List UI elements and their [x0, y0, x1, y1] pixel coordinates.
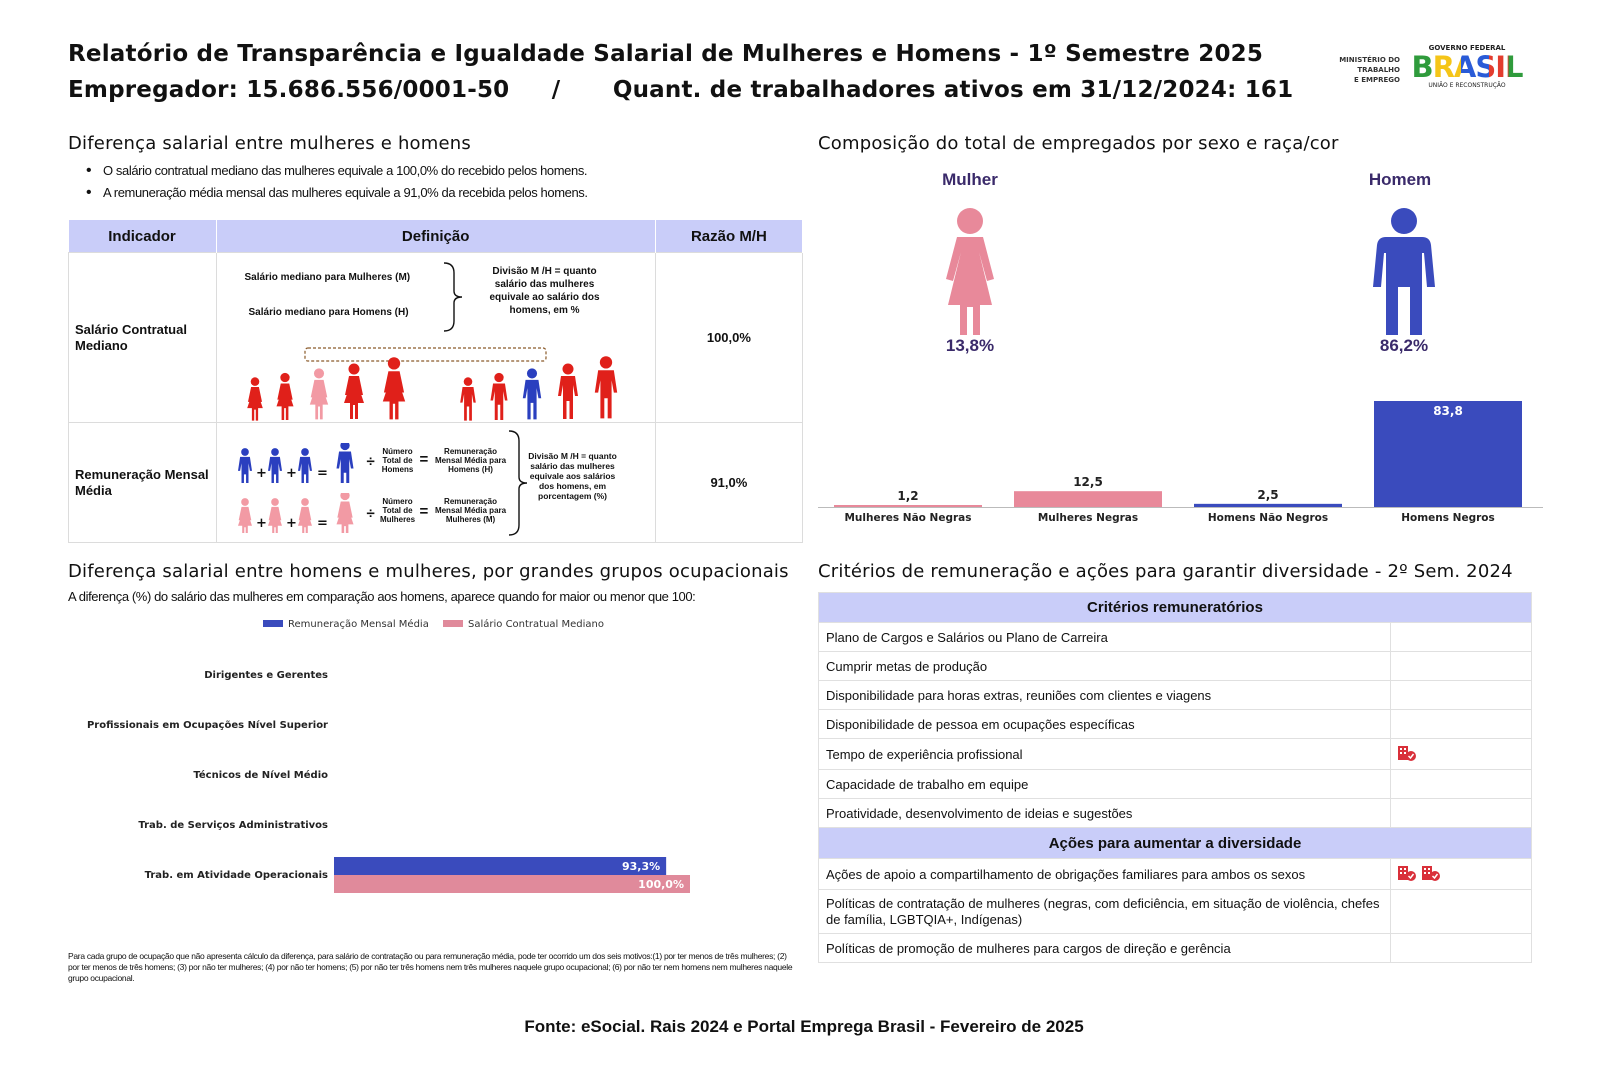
ministry-logo-line: E EMPREGO — [1354, 76, 1400, 84]
bar — [334, 857, 666, 875]
bullet-item: • O salário contratual mediano das mulheres equivale a 100,0% do recebido pelos homens. — [68, 160, 768, 182]
criteria-label: Disponibilidade de pessoa em ocupações específicas — [819, 710, 1391, 739]
ministry-logo-line: TRABALHO — [1357, 66, 1400, 74]
data-label: 1,2 — [897, 489, 919, 503]
ratio-median: 100,0% — [655, 253, 802, 423]
gov-logo-top: GOVERNO FEDERAL — [1428, 44, 1506, 52]
criteria-mark — [1391, 934, 1532, 963]
median-people-illustration — [237, 339, 652, 423]
ministry-logo — [1318, 55, 1400, 85]
company-check-icon — [1397, 744, 1417, 762]
criteria-mark — [1391, 739, 1532, 770]
criteria-label: Tempo de experiência profissional — [819, 739, 1391, 770]
bullet-item: • A remuneração média mensal das mulheres equivale a 91,0% da recebida pelos homens. — [68, 182, 768, 204]
men-label: Homem — [1368, 170, 1432, 189]
category-label: Mulheres Não Negras — [844, 512, 972, 524]
average-division-text: Divisão M /H = quanto salário das mulheres equivale aos salários dos homens, em porcentagem (%) — [528, 451, 617, 501]
ministry-logo-line: MINISTÉRIO DO — [1339, 56, 1400, 64]
svg-text:=: = — [316, 466, 328, 481]
occupational-title: Diferença salarial entre homens e mulheres, por grandes grupos ocupacionais — [68, 561, 789, 582]
indicator-table-header — [69, 220, 803, 253]
criteria-row — [819, 890, 1532, 934]
criteria-row — [819, 681, 1532, 710]
workers-label: Quant. de trabalhadores ativos em 31/12/2024: 161 — [612, 77, 1294, 103]
women-label: Mulher — [942, 170, 998, 189]
category-label: Dirigentes e Gerentes — [204, 670, 328, 681]
criteria-header-row — [819, 593, 1532, 623]
action-label: Políticas de promoção de mulheres para cargos de direção e gerência — [819, 934, 1391, 963]
company-check-icon — [1397, 864, 1417, 882]
criteria-row — [819, 652, 1532, 681]
gov-logo-bottom: UNIÃO E RECONSTRUÇÃO — [1428, 82, 1506, 89]
legend-swatch — [443, 620, 463, 627]
criteria-mark — [1391, 799, 1532, 828]
total-men-label: Número Total de Homens — [381, 447, 414, 474]
criteria-label: Proatividade, desenvolvimento de ideias e sugestões — [819, 799, 1391, 828]
col-header-indicator: Indicador — [69, 220, 217, 253]
legend-label: Salário Contratual Mediano — [468, 619, 605, 630]
criteria-mark — [1391, 681, 1532, 710]
divide-icon: ÷ — [366, 453, 375, 470]
brace-icon — [442, 261, 466, 333]
category-label: Mulheres Negras — [1037, 512, 1139, 524]
report-title: Relatório de Transparência e Igualdade Salarial de Mulheres e Homens - 1º Semestre 2025 — [68, 41, 1264, 67]
occupational-subtitle: A diferença (%) do salário das mulheres em comparação aos homens, aparece quando for maior ou menor que 100: — [68, 589, 696, 604]
bar — [1194, 504, 1342, 507]
ratio-average: 91,0% — [655, 423, 802, 543]
occupational-footnote: Para cada grupo de ocupação que não apresenta cálculo da diferença, para salário de contratação ou para remuneração média, pode ter ocorrido um dos seis motivos:(1) por ter menos de três mulheres; (2) por ter menos de três homens; (3) por não ter mulheres; (4) por não ter homens; (5) por não ter três homens nem três mulheres naquele grupo ocupacional; (6) por não ter nem homens nem mulheres naquele grupo ocupacional. — [68, 951, 793, 983]
criteria-title: Critérios de remuneração e ações para garantir diversidade - 2º Sem. 2024 — [818, 561, 1513, 582]
svg-text:+: + — [285, 466, 297, 481]
divide-icon: ÷ — [366, 505, 375, 522]
col-header-ratio: Razão M/H — [655, 220, 802, 253]
svg-text:+: + — [285, 516, 297, 531]
criteria-mark — [1391, 859, 1532, 890]
indicator-name: Remuneração Mensal Média — [69, 423, 217, 543]
table-row — [69, 423, 803, 543]
criteria-row — [819, 799, 1532, 828]
action-label: Políticas de contratação de mulheres (negras, com deficiência, em situação de violência, chefes de família, LGBTQIA+, Indígenas) — [819, 890, 1391, 934]
equals-icon: = — [419, 451, 429, 468]
indicator-name: Salário Contratual Mediano — [69, 253, 217, 423]
employer-line — [68, 77, 1293, 103]
woman-figure-icon — [930, 207, 1010, 337]
salary-gap-title: Diferença salarial entre mulheres e homens — [68, 133, 471, 154]
criteria-label: Capacidade de trabalho em equipe — [819, 770, 1391, 799]
data-label: 2,5 — [1257, 487, 1279, 502]
bar — [834, 505, 982, 507]
total-women-label: Número Total de Mulheres — [379, 497, 416, 524]
median-women-label: Salário mediano para Mulheres (M) — [244, 272, 411, 283]
data-label: 93,3% — [621, 860, 661, 873]
gov-logo-word: BRASIL — [1406, 52, 1528, 82]
median-division-text: Divisão M /H = quanto salário das mulheres equivale ao salário dos homens, em % — [489, 266, 600, 316]
criteria-row — [819, 739, 1532, 770]
criteria-label: Disponibilidade para horas extras, reuniões com clientes e viagens — [819, 681, 1391, 710]
criteria-row — [819, 710, 1532, 739]
indicator-table — [68, 220, 803, 543]
legend-label: Remuneração Mensal Média — [288, 619, 429, 630]
company-check-icon — [1421, 864, 1441, 882]
data-label: 83,8 — [1433, 404, 1463, 418]
women-pct: 13,8% — [945, 336, 995, 355]
category-label: Homens Não Negros — [1207, 512, 1329, 524]
brace-icon — [507, 429, 529, 537]
category-label: Técnicos de Nível Médio — [193, 770, 328, 781]
man-figure-icon — [1364, 207, 1444, 337]
criteria-label: Plano de Cargos e Salários ou Plano de Carreira — [819, 623, 1391, 652]
avg-women-label: Remuneração Mensal Média para Mulheres (M) — [434, 497, 507, 524]
svg-text:=: = — [316, 516, 328, 531]
criteria-header: Critérios remuneratórios — [819, 593, 1532, 623]
source-note: Fonte: eSocial. Rais 2024 e Portal Emprega Brasil - Fevereiro de 2025 — [524, 1017, 1084, 1036]
criteria-row — [819, 934, 1532, 963]
data-label: 100,0% — [638, 878, 684, 891]
criteria-mark — [1391, 652, 1532, 681]
actions-header-row — [819, 828, 1532, 859]
table-row — [69, 253, 803, 423]
men-pct: 86,2% — [1379, 336, 1429, 355]
criteria-row — [819, 859, 1532, 890]
avg-men-label: Remuneração Mensal Média para Homens (H) — [434, 447, 507, 474]
category-label: Profissionais em Ocupações Nível Superior — [86, 720, 328, 731]
men-sum-illustration — [235, 443, 370, 483]
criteria-mark — [1391, 623, 1532, 652]
header-separator: / — [551, 77, 561, 103]
salary-gap-bullets — [68, 160, 768, 204]
definition-average — [216, 423, 655, 543]
actions-header: Ações para aumentar a diversidade — [819, 828, 1532, 859]
action-label: Ações de apoio a compartilhamento de obrigações familiares para ambos os sexos — [819, 859, 1391, 890]
criteria-label: Cumprir metas de produção — [819, 652, 1391, 681]
col-header-definition: Definição — [216, 220, 655, 253]
criteria-mark — [1391, 710, 1532, 739]
category-label: Trab. de Serviços Administrativos — [138, 820, 328, 831]
criteria-table — [818, 592, 1532, 963]
composition-title: Composição do total de empregados por sexo e raça/cor — [818, 133, 1339, 154]
employer-label: Empregador: 15.686.556/0001-50 — [68, 77, 510, 103]
median-men-label: Salário mediano para Homens (H) — [248, 307, 409, 318]
criteria-row — [819, 770, 1532, 799]
svg-text:+: + — [255, 516, 267, 531]
category-label: Homens Negros — [1401, 512, 1495, 524]
svg-text:+: + — [255, 466, 267, 481]
equals-icon: = — [419, 503, 429, 520]
women-sum-illustration — [235, 493, 370, 533]
bar — [334, 875, 690, 893]
race-composition-chart — [818, 395, 1548, 535]
category-label: Trab. em Atividade Operacionais — [144, 870, 328, 881]
definition-median — [216, 253, 655, 423]
gov-logo — [1406, 44, 1528, 89]
occupational-chart — [68, 612, 788, 912]
bar — [1014, 491, 1162, 507]
criteria-row — [819, 623, 1532, 652]
data-label: 12,5 — [1073, 475, 1103, 490]
criteria-mark — [1391, 770, 1532, 799]
legend-swatch — [263, 620, 283, 627]
criteria-mark — [1391, 890, 1532, 934]
